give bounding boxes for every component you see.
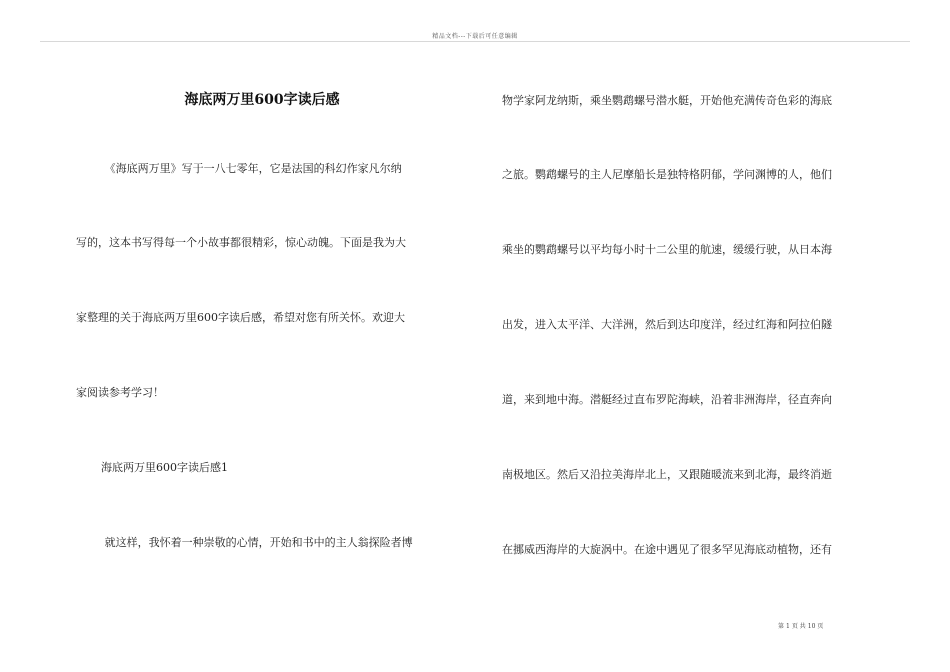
paragraph-line: 之旅。鹦鹉螺号的主人尼摩船长是独特格阴郁，学问渊博的人，他们 <box>502 168 832 181</box>
paragraph-line: 道，来到地中海。潜艇经过直布罗陀海峡，沿着非洲海岸，径直奔向 <box>502 393 832 406</box>
paragraph-line: 就这样，我怀着一种崇敬的心情，开始和书中的主人翁探险者博 <box>104 536 413 549</box>
paragraph-line: 写的，这本书写得每一个小故事都很精彩，惊心动魄。下面是我为大 <box>76 236 406 249</box>
header-divider <box>40 41 910 42</box>
paragraph-line: 出发，进入太平洋、大洋洲，然后到达印度洋，经过红海和阿拉伯隧 <box>502 318 832 331</box>
section-heading: 海底两万里600字读后感1 <box>101 461 228 474</box>
total-pages-number: 10 <box>807 623 816 630</box>
paragraph-line: 物学家阿龙纳斯，乘坐鹦鹉螺号潜水艇，开始他充满传奇色彩的海底 <box>502 94 832 107</box>
current-page-number: 1 <box>786 623 790 630</box>
page-label-prefix: 第 <box>778 623 785 630</box>
page-header: 精品文档---下载后可任意编辑 <box>432 33 518 40</box>
paragraph-line: 在挪威西海岸的大旋涡中。在途中遇见了很多罕见海底动植物，还有 <box>502 543 832 556</box>
paragraph-line: 《海底两万里》写于一八七零年，它是法国的科幻作家凡尔纳 <box>104 162 402 175</box>
document-title: 海底两万里600字读后感 <box>184 92 340 108</box>
paragraph-line: 家阅读参考学习！ <box>76 386 164 399</box>
page-number-footer <box>778 623 838 631</box>
paragraph-line: 乘坐的鹦鹉螺号以平均每小时十二公里的航速，缓缓行驶，从日本海 <box>502 243 832 256</box>
paragraph-line: 南极地区。然后又沿拉美海岸北上，又跟随暖流来到北海，最终消逝 <box>502 468 832 481</box>
page-label-suffix: 页 <box>817 623 824 630</box>
page-label-mid: 页 共 <box>791 623 806 630</box>
paragraph-line: 家整理的关于海底两万里600字读后感，希望对您有所关怀。欢迎大 <box>76 311 405 324</box>
